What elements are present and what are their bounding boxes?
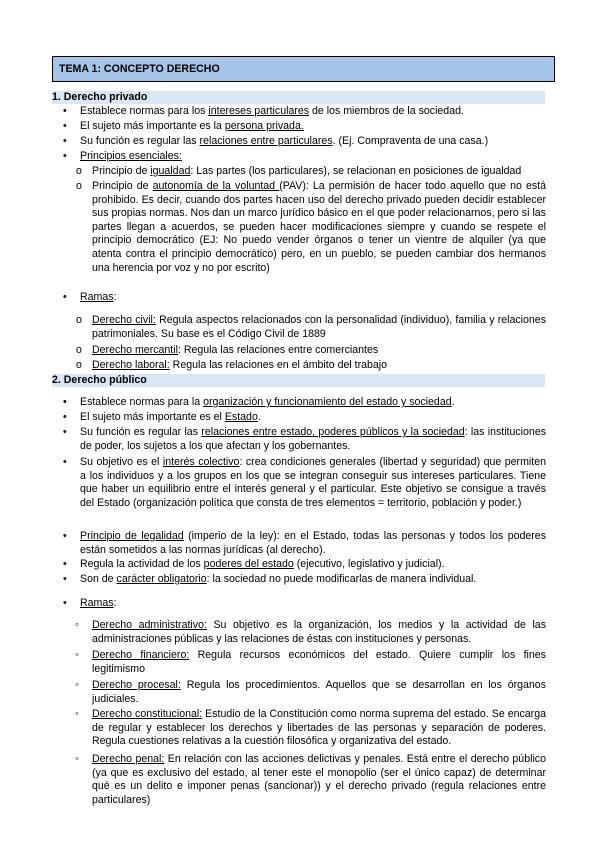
private-rama-1: o Derecho civil: Regula aspectos relacionados con la personalidad (individuo), familia y relaciones patrimoniales. Su base es el Código Civil de 1889 (92, 314, 546, 341)
section-heading-private: 1. Derecho privado (52, 91, 545, 104)
public-rama-2: ◦ Derecho financiero: Regula recursos económicos del estado. Quiere cumplir los fines legitimismo (92, 649, 546, 676)
public-rama-5: ◦ Derecho penal: En relación con las acciones delictivas y penales. Está entre el derecho público (ya que es exclusivo del estado, al tener este el monopolio (ser el único capaz) de determinar qué es un delito e imponer penas (sancionar)) y el derecho privado (regula relaciones entre particulares) (92, 753, 546, 807)
public-rama-1: ◦ Derecho administrativo: Su objetivo es la organización, los medios y la actividad de las administraciones públicas y las relaciones de éstas con instituciones y personas. (92, 619, 546, 646)
topic-title-box (52, 56, 555, 82)
private-rama-2: o Derecho mercantil: Regula las relaciones entre comerciantes (92, 344, 546, 358)
private-bullet-1: • Establece normas para los intereses particulares de los miembros de la sociedad. (80, 105, 546, 119)
private-rama-3: o Derecho laboral: Regula las relaciones en el ámbito del trabajo (92, 359, 546, 373)
topic-title: TEMA 1: CONCEPTO DERECHO (59, 63, 220, 75)
public-bullet-2: • El sujeto más importante es el Estado. (80, 411, 546, 425)
private-bullet-2: • El sujeto más importante es la persona privada. (80, 120, 546, 134)
public-ramas-heading: • Ramas: (80, 597, 546, 611)
private-ramas-heading: • Ramas: (80, 291, 546, 305)
public-bullet-3: • Su función es regular las relaciones entre estado, poderes públicos y la sociedad: las instituciones de poder, los sujetos a los que afectan y los gobernantes. (80, 426, 546, 453)
private-principle-1: o Principio de igualdad: Las partes (los particulares), se relacionan en posiciones de igualdad (92, 165, 546, 179)
private-bullet-3: • Su función es regular las relaciones entre particulares. (Ej. Compraventa de una casa.) (80, 135, 546, 149)
public-bullet-4: • Su objetivo es el interés colectivo: crea condiciones generales (libertad y seguridad) que permiten a los individuos y a los grupos en los que se integran conseguir sus intereses particulares. Tiene que haber un equilibrio entre el interés general y el particular. Este objetivo se consigue a través del Estado (organización política que consta de tres elementos = territorio, población y poder.) (80, 456, 546, 510)
private-principle-2: o Principio de autonomía de la voluntad (PAV): La permisión de hacer todo aquello que no está prohibido. Es decir, cuando dos partes hacen uso del derecho privado pueden decidir establecer sus propias normas. Nos dan un marco jurídico básico en el que poder relacionarnos, pero si las partes llegan a acuerdos, se pueden hacer modificaciones siempre y cuando se respete el principio democrático (EJ: No puedo vender órganos o tener un vientre de alquiler (ya que atenta contra el principio democrático) pero, en un pueblo, se pueden cambiar dos hermanos una herencia por voz y no por escrito) (92, 180, 546, 275)
public-bullet-1: • Establece normas para la organización y funcionamiento del estado y sociedad. (80, 396, 546, 410)
public-rama-4: ◦ Derecho constitucional: Estudio de la Constitución como norma suprema del estado. Se encarga de regular y establecer los derechos y libertades de las personas y separación de poderes. Regula cuestiones relativas a la cuestión filosófica y organizativa del estado. (92, 708, 546, 749)
public-bullet-7: • Son de carácter obligatorio: la sociedad no puede modificarlas de manera individual. (80, 573, 546, 587)
public-rama-3: ◦ Derecho procesal: Regula los procedimientos. Aquellos que se desarrollan en los órganos judiciales. (92, 679, 546, 706)
public-bullet-5: • Principio de legalidad (imperio de la ley): en el Estado, todas las personas y todos los poderes están sometidos a las normas jurídicas (al derecho). (80, 530, 546, 557)
section-heading-public: 2. Derecho público (52, 374, 545, 387)
private-bullet-4: • Principios esenciales: (80, 150, 546, 164)
public-bullet-6: • Regula la actividad de los poderes del estado (ejecutivo, legislativo y judicial). (80, 558, 546, 572)
